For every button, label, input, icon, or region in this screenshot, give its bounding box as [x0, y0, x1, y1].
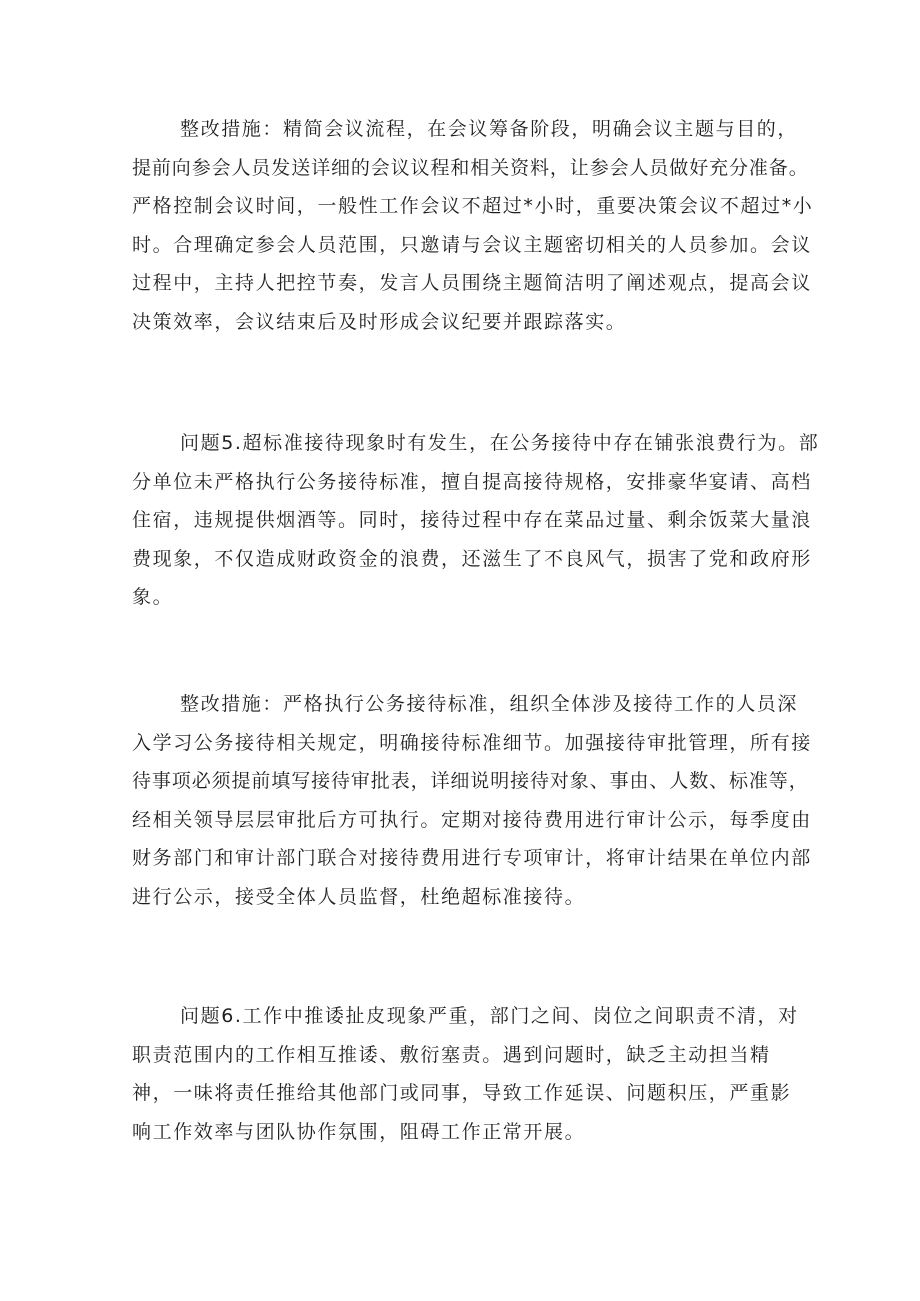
text-line: 象。	[132, 586, 174, 608]
text-line: 入学习公务接待相关规定，明确接待标准细节。加强接待审批管理，所有接	[132, 731, 812, 754]
text-line: 神，一味将责任推给其他部门或同事，导致工作延误、问题积压，严重影	[132, 1082, 792, 1104]
text-line: 严格控制会议时间，一般性工作会议不超过*小时，重要决策会议不超过*小	[132, 195, 814, 217]
text-line: 住宿，违规提供烟酒等。同时，接待过程中存在菜品过量、剩余饭菜大量浪	[132, 509, 812, 531]
text-line: 过程中，主持人把控节奏，发言人员围绕主题简洁明了阐述观点，提高会议	[132, 272, 812, 294]
text-line: 响工作效率与团队协作氛围，阻碍工作正常开展。	[132, 1120, 586, 1143]
text-line: 进行公示，接受全体人员监督，杜绝超标准接待。	[132, 885, 586, 908]
text-line: 经相关领导层层审批后方可执行。定期对接待费用进行审计公示，每季度由	[132, 808, 812, 831]
text-line: 整改措施：严格执行公务接待标准，组织全体涉及接待工作的人员深	[180, 693, 799, 715]
text-line: 决策效率，会议结束后及时形成会议纪要并跟踪落实。	[132, 310, 627, 333]
text-line: 待事项必须提前填写接待审批表，详细说明接待对象、事由、人数、标准等，	[132, 770, 809, 792]
paragraph-problem-5	[132, 424, 820, 617]
text-line: 问题6.工作中推诿扯皮现象严重，部门之间、岗位之间职责不清，对	[180, 1005, 799, 1027]
paragraph-measures-reception	[132, 685, 812, 916]
text-line: 整改措施：精简会议流程，在会议筹备阶段，明确会议主题与目的，	[180, 118, 799, 140]
text-line: 提前向参会人员发送详细的会议议程和相关资料，让参会人员做好充分准备。	[132, 156, 809, 179]
text-line: 分单位未严格执行公务接待标准，擅自提高接待规格，安排豪华宴请、高档	[132, 470, 812, 493]
paragraph-problem-6	[132, 997, 799, 1151]
text-line: 财务部门和审计部门联合对接待费用进行专项审计，将审计结果在单位内部	[132, 847, 812, 869]
text-line: 问题5.超标准接待现象时有发生，在公务接待中存在铺张浪费行为。部	[180, 432, 820, 454]
text-line: 费现象，不仅造成财政资金的浪费，还滋生了不良风气，损害了党和政府形	[132, 547, 812, 570]
text-line: 时。合理确定参会人员范围，只邀请与会议主题密切相关的人员参加。会议	[132, 233, 812, 256]
paragraph-measures-meeting	[132, 110, 814, 341]
text-line: 职责范围内的工作相互推诿、敷衍塞责。遇到问题时，缺乏主动担当精	[132, 1043, 771, 1066]
